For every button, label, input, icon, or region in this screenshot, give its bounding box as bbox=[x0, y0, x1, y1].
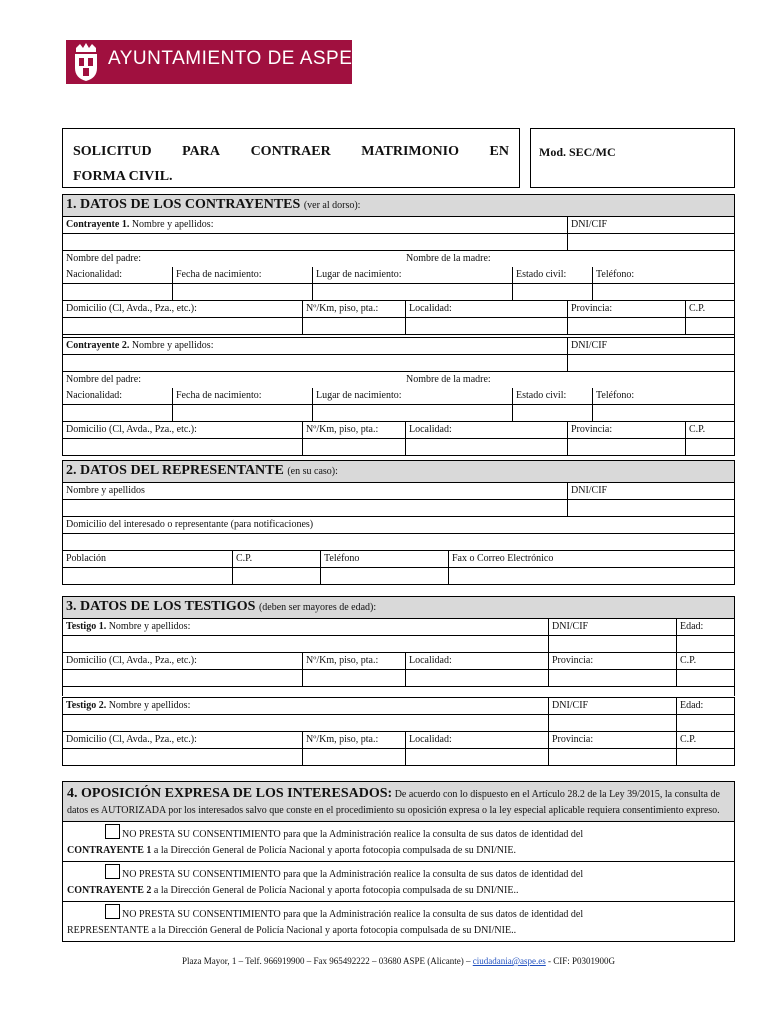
consent-contrayente-1: NO PRESTA SU CONSENTIMIENTO para que la Administración realice la consulta de sus datos de identidad del CONTRAYENTE 1 a la Dirección General de Policía Nacional y aporta fotocopia compulsada de su DNI/NIE. bbox=[63, 822, 734, 862]
c2-nacionalidad-input[interactable] bbox=[63, 405, 173, 421]
rep-telefono-input[interactable] bbox=[321, 568, 449, 584]
title-word: SOLICITUD bbox=[73, 144, 152, 159]
c2-provincia-input[interactable] bbox=[568, 439, 686, 455]
t2-cp-input[interactable] bbox=[677, 749, 734, 765]
form-title bbox=[62, 128, 520, 188]
footer: Plaza Mayor, 1 – Telf. 966919900 – Fax 965492222 – 03680 ASPE (Alicante) – ciudadania@aspe.es - CIF: P0301900G bbox=[181, 956, 616, 966]
c2-fecha-input[interactable] bbox=[173, 405, 313, 421]
consent-representante: NO PRESTA SU CONSENTIMIENTO para que la Administración realice la consulta de sus datos de identidad del REPRESENTANTE a la Dirección General de Policía Nacional y aporta fotocopia compulsada de su DNI/NIE.. bbox=[63, 902, 734, 941]
c2-num-input[interactable] bbox=[303, 439, 406, 455]
footer-email-link[interactable]: ciudadania@aspe.es bbox=[472, 956, 546, 966]
consent-checkbox-3[interactable] bbox=[105, 904, 120, 919]
t1-edad-input[interactable] bbox=[677, 636, 734, 652]
t2-num-input[interactable] bbox=[303, 749, 406, 765]
model-code: Mod. SEC/MC bbox=[530, 128, 735, 188]
rep-poblacion-input[interactable] bbox=[63, 568, 233, 584]
title-word: EN bbox=[489, 144, 509, 159]
rep-domicilio-input[interactable] bbox=[63, 534, 734, 550]
consent-checkbox-1[interactable] bbox=[105, 824, 120, 839]
consent-contrayente-2: NO PRESTA SU CONSENTIMIENTO para que la Administración realice la consulta de sus datos de identidad del CONTRAYENTE 2 a la Dirección General de Policía Nacional y aporta fotocopia compulsada de su DNI/NIE.. bbox=[63, 862, 734, 902]
c1-estado-input[interactable] bbox=[513, 284, 593, 300]
title-line-2: FORMA CIVIL. bbox=[73, 169, 173, 184]
c2-cp-input[interactable] bbox=[686, 439, 734, 455]
t2-dni-input[interactable] bbox=[549, 715, 677, 731]
section-3-header: 3. DATOS DE LOS TESTIGOS (deben ser mayores de edad): bbox=[63, 597, 734, 619]
section-oposicion bbox=[62, 781, 735, 942]
c2-madre-field[interactable]: Nombre de la madre: bbox=[406, 374, 491, 385]
section-testigo-2: Testigo 2. Nombre y apellidos: DNI/CIF Edad: Domicilio (Cl, Avda., Pza., etc.): Nº/Km, piso, pta.: Localidad: Provincia: C.P. bbox=[62, 697, 735, 766]
section-representante: 2. DATOS DEL REPRESENTANTE (en su caso): Nombre y apellidos DNI/CIF Domicilio del interesado o representante (para notificaciones) Población C.P. Teléfono Fax o Correo Electrónico bbox=[62, 460, 735, 585]
c1-padre-field[interactable]: Nombre del padre: bbox=[66, 253, 141, 264]
t2-localidad-input[interactable] bbox=[406, 749, 549, 765]
c1-madre-field[interactable]: Nombre de la madre: bbox=[406, 253, 491, 264]
section-contrayente-1: 1. DATOS DE LOS CONTRAYENTES (ver al dorso): Contrayente 1. Nombre y apellidos: DNI/CIF Nombre del padre: Nombre de la madre: Nacionalidad: Fecha de nacimiento: Lugar de nacimiento: Estado civil: Teléfono: Domicilio (Cl, Avda., Pza., etc.): Nº/Km, piso, pta.: Localidad: Provincia: C.P. bbox=[62, 194, 735, 335]
spacer bbox=[62, 682, 735, 696]
c2-nombre-input[interactable] bbox=[63, 355, 568, 371]
c2-estado-input[interactable] bbox=[513, 405, 593, 421]
c1-telefono-input[interactable] bbox=[593, 284, 734, 300]
c1-dni-input[interactable] bbox=[568, 234, 734, 250]
rep-nombre-input[interactable] bbox=[63, 500, 568, 516]
c2-lugar-input[interactable] bbox=[313, 405, 513, 421]
title-word: MATRIMONIO bbox=[361, 144, 459, 159]
t2-domicilio-input[interactable] bbox=[63, 749, 303, 765]
rep-fax-input[interactable] bbox=[449, 568, 734, 584]
t2-edad-input[interactable] bbox=[677, 715, 734, 731]
section-1-header: 1. DATOS DE LOS CONTRAYENTES (ver al dorso): bbox=[63, 195, 734, 217]
rep-cp-input[interactable] bbox=[233, 568, 321, 584]
c1-fecha-input[interactable] bbox=[173, 284, 313, 300]
c2-domicilio-input[interactable] bbox=[63, 439, 303, 455]
t1-dni-input[interactable] bbox=[549, 636, 677, 652]
c2-padre-field[interactable]: Nombre del padre: bbox=[66, 374, 141, 385]
section-4-header: 4. OPOSICIÓN EXPRESA DE LOS INTERESADOS: De acuerdo con lo dispuesto en el Artículo 28.2 de la Ley 39/2015, la consulta de datos es AUTORIZADA por los interesados salvo que conste en el procedimiento su oposición expresa o la ley especial aplicable requiera consentimiento expreso. bbox=[63, 782, 734, 822]
t2-nombre-input[interactable] bbox=[63, 715, 549, 731]
title-word: PARA bbox=[182, 144, 220, 159]
spacer bbox=[62, 324, 735, 338]
coat-of-arms-icon bbox=[70, 40, 102, 84]
section-contrayente-2: Contrayente 2. Nombre y apellidos: DNI/CIF Nombre del padre: Nombre de la madre: Nacionalidad: Fecha de nacimiento: Lugar de nacimiento: Estado civil: Teléfono: Domicilio (Cl, Avda., Pza., etc.): Nº/Km, piso, pta.: Localidad: Provincia: C.P. bbox=[62, 337, 735, 456]
c1-nombre-input[interactable] bbox=[63, 234, 568, 250]
section-2-header: 2. DATOS DEL REPRESENTANTE (en su caso): bbox=[63, 461, 734, 483]
c2-telefono-input[interactable] bbox=[593, 405, 734, 421]
rep-dni-input[interactable] bbox=[568, 500, 734, 516]
c2-localidad-input[interactable] bbox=[406, 439, 568, 455]
t1-nombre-input[interactable] bbox=[63, 636, 549, 652]
logo-text: AYUNTAMIENTO DE ASPE bbox=[108, 48, 353, 69]
title-word: CONTRAER bbox=[250, 144, 331, 159]
consent-checkbox-2[interactable] bbox=[105, 864, 120, 879]
c2-dni-input[interactable] bbox=[568, 355, 734, 371]
section-testigo-1: 3. DATOS DE LOS TESTIGOS (deben ser mayores de edad): Testigo 1. Nombre y apellidos: DNI/CIF Edad: Domicilio (Cl, Avda., Pza., etc.): Nº/Km, piso, pta.: Localidad: Provincia: C.P. bbox=[62, 596, 735, 687]
c1-lugar-input[interactable] bbox=[313, 284, 513, 300]
t2-provincia-input[interactable] bbox=[549, 749, 677, 765]
c1-nacionalidad-input[interactable] bbox=[63, 284, 173, 300]
